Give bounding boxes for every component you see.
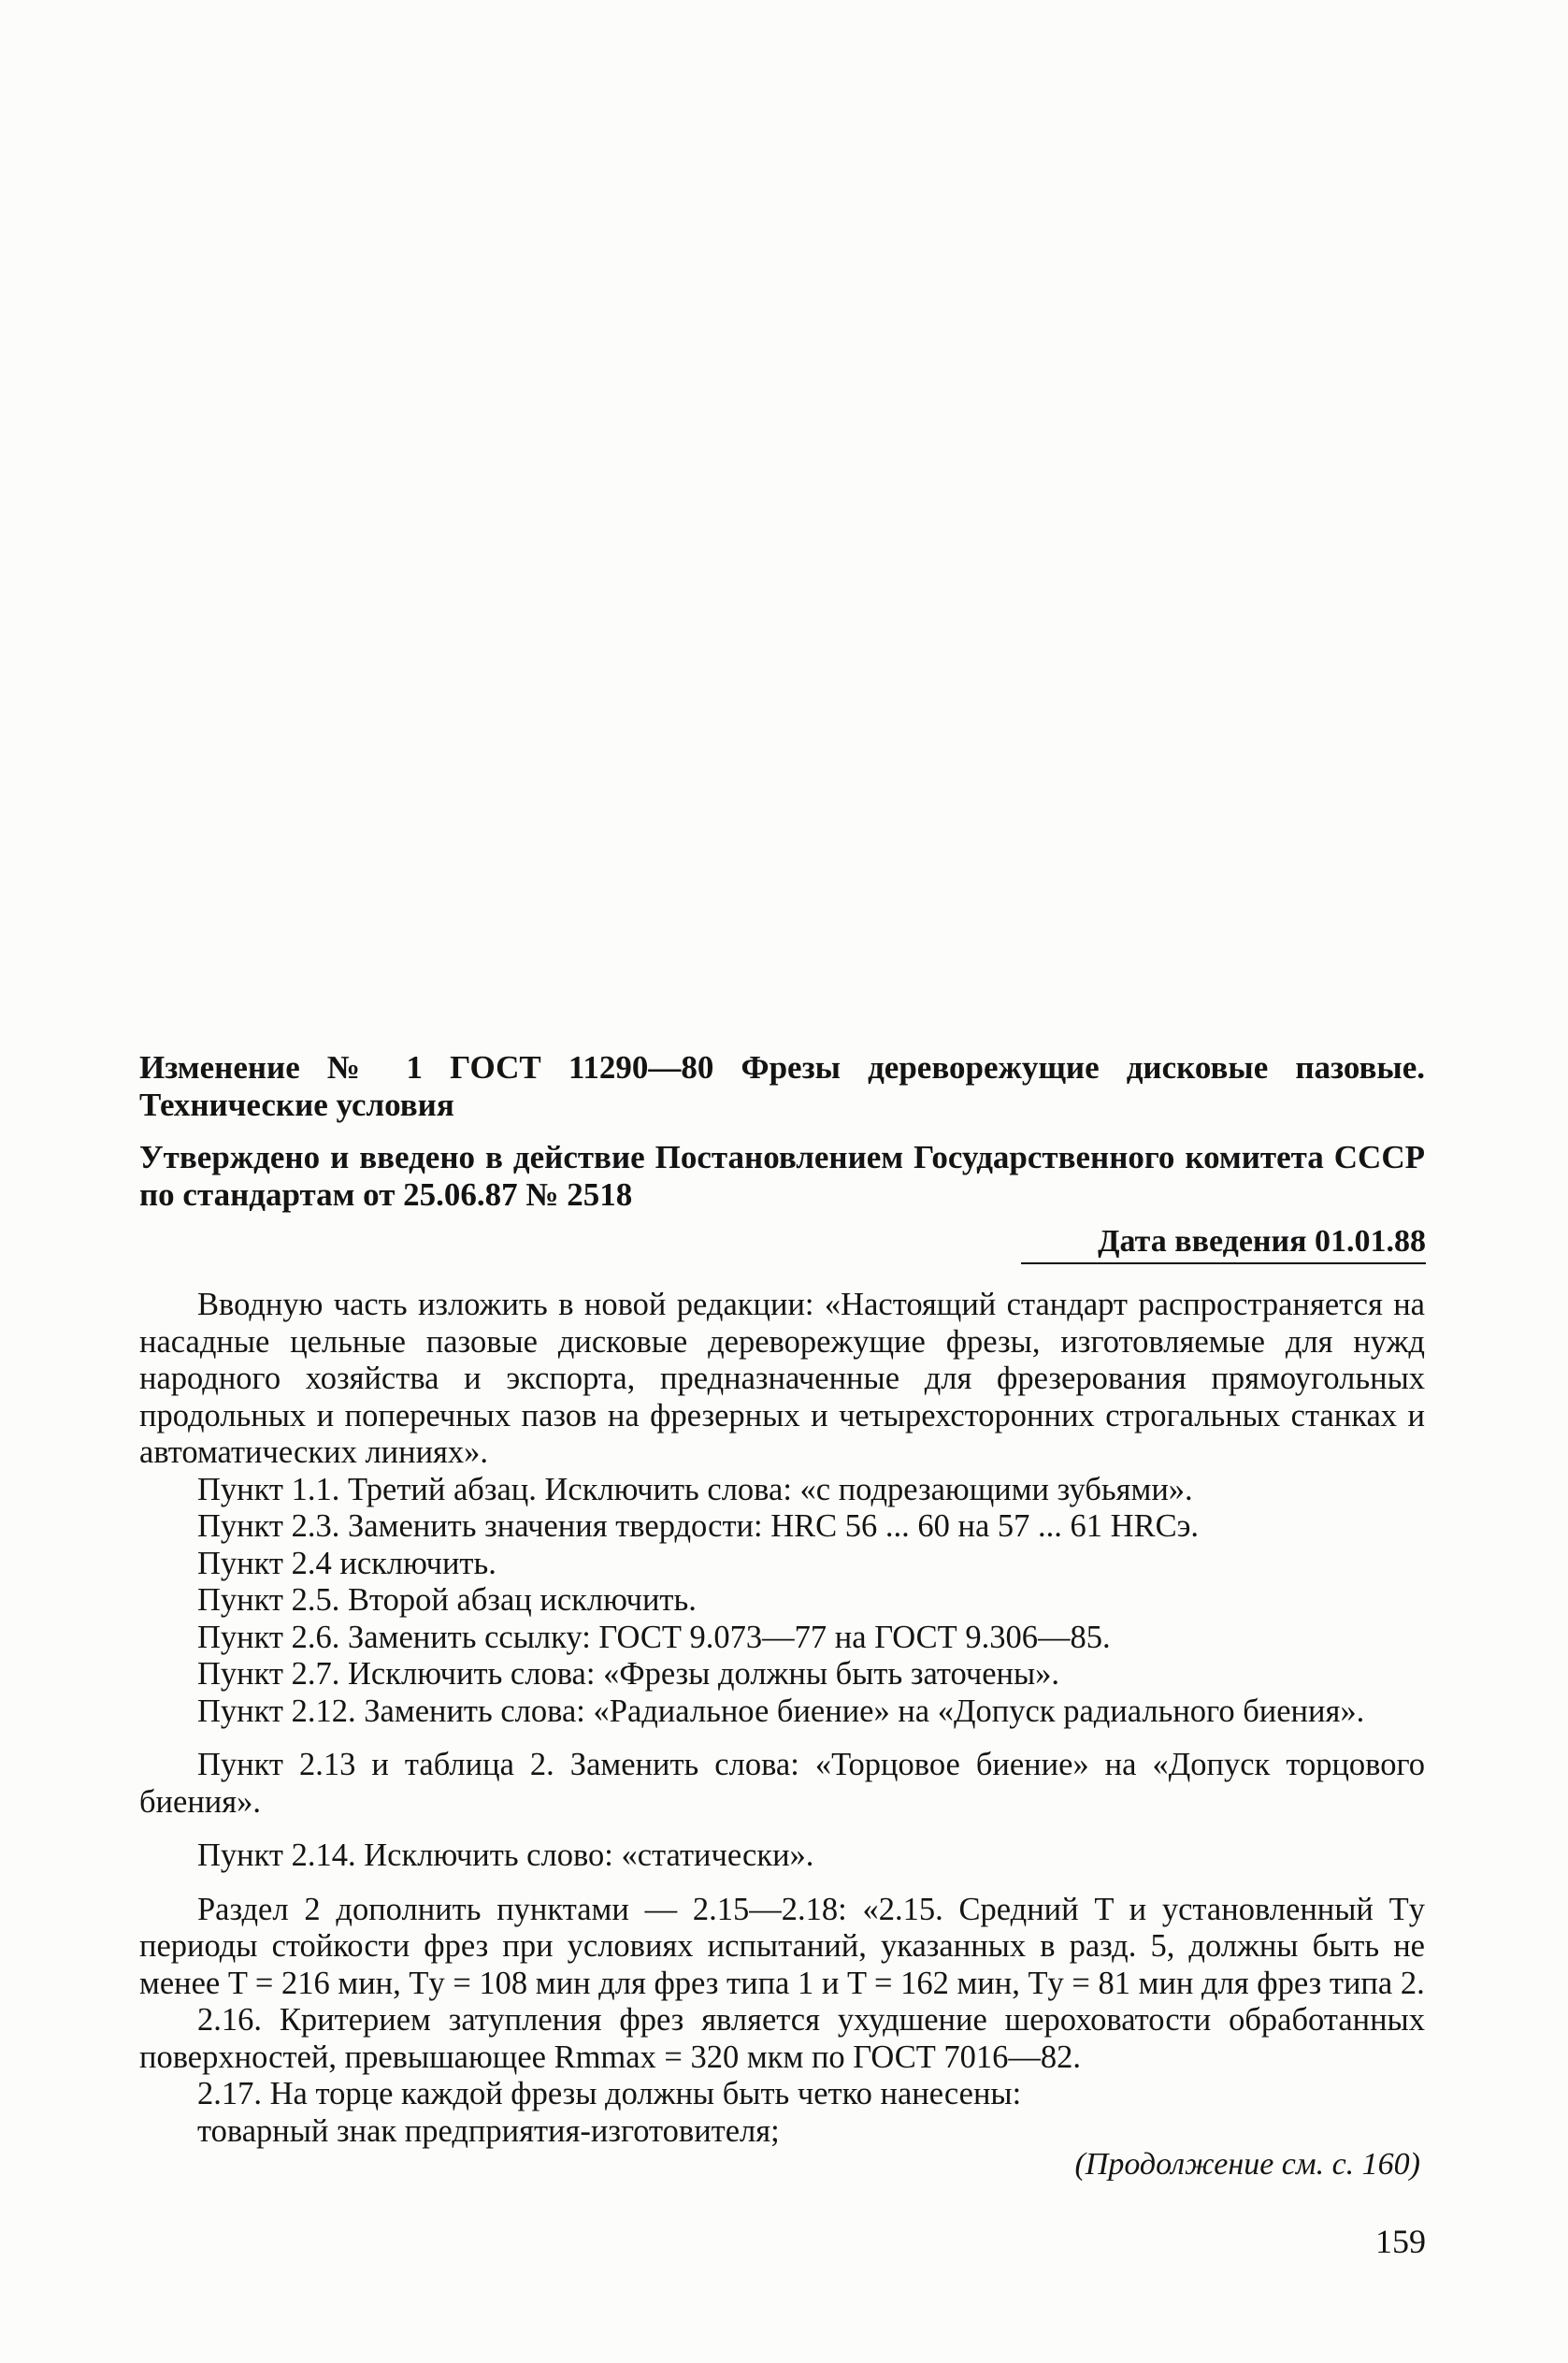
paragraph-item-2-4: Пункт 2.4 исключить. [197,1545,496,1581]
paragraph-item-2-6: Пункт 2.6. Заменить ссылку: ГОСТ 9.073—77 на ГОСТ 9.306—85. [197,1619,1111,1655]
document-body [139,1287,1425,2150]
approval-statement: Утверждено и введено в действие Постановлением Государственного комитета СССР по стандартам от 25.06.87 № 2518 [139,1139,1425,1213]
introduction-date: Дата введения 01.01.88 [1098,1224,1426,1259]
paragraph-section-2-additions: Раздел 2 дополнить пунктами — 2.15—2.18: «2.15. Средний T и установленный Tу периоды стойкости фрез при условиях испытаний, указанных в разд. 5, должны быть не менее T = 216 мин, Tу = 108 мин для фрез типа 1 и T = 162 мин, Tу = 81 мин для фрез типа 2. [139,1891,1425,2001]
paragraph-item-1-1: Пункт 1.1. Третий абзац. Исключить слова: «с подрезающими зубьями». [197,1471,1193,1507]
paragraph-item-2-16: 2.16. Критерием затупления фрез является ухудшение шероховатости обработанных поверхностей, превышающее Rmmax = 320 мкм по ГОСТ 7016—82. [139,2002,1425,2075]
paragraph-item-2-5: Пункт 2.5. Второй абзац исключить. [197,1582,697,1618]
continuation-note: (Продолжение см. с. 160) [1074,2147,1420,2182]
paragraph-item-2-13: Пункт 2.13 и таблица 2. Заменить слова: «Торцовое биение» на «Допуск торцового биения». [139,1747,1425,1820]
paragraph-item-2-12: Пункт 2.12. Заменить слова: «Радиальное биение» на «Допуск радиального биения». [197,1693,1365,1729]
paragraph-trademark: товарный знак предприятия-изготовителя; [197,2112,780,2149]
paragraph-item-2-3: Пункт 2.3. Заменить значения твердости: HRC 56 ... 60 на 57 ... 61 HRCэ. [197,1508,1200,1544]
date-underline [1021,1262,1426,1264]
amendment-title: Изменение № 1 ГОСТ 11290—80 Фрезы дереворежущие дисковые пазовые. Технические условия [139,1049,1425,1123]
paragraph-item-2-14: Пункт 2.14. Исключить слово: «статически». [197,1837,814,1873]
paragraph-intro: Вводную часть изложить в новой редакции: «Настоящий стандарт распространяется на насадные цельные пазовые дисковые дереворежущие фрезы, изготовляемые для нужд народного хозяйства и экспорта, предназначенные для фрезерования прямоугольных продольных и поперечных пазов на фрезерных и четырехсторонних строгальных станках и автоматических линиях». [139,1287,1425,1470]
paragraph-item-2-7: Пункт 2.7. Исключить слова: «Фрезы должны быть заточены». [197,1656,1060,1692]
paragraph-item-2-17: 2.17. На торце каждой фрезы должны быть четко нанесены: [197,2076,1022,2111]
page-number: 159 [1375,2223,1426,2260]
